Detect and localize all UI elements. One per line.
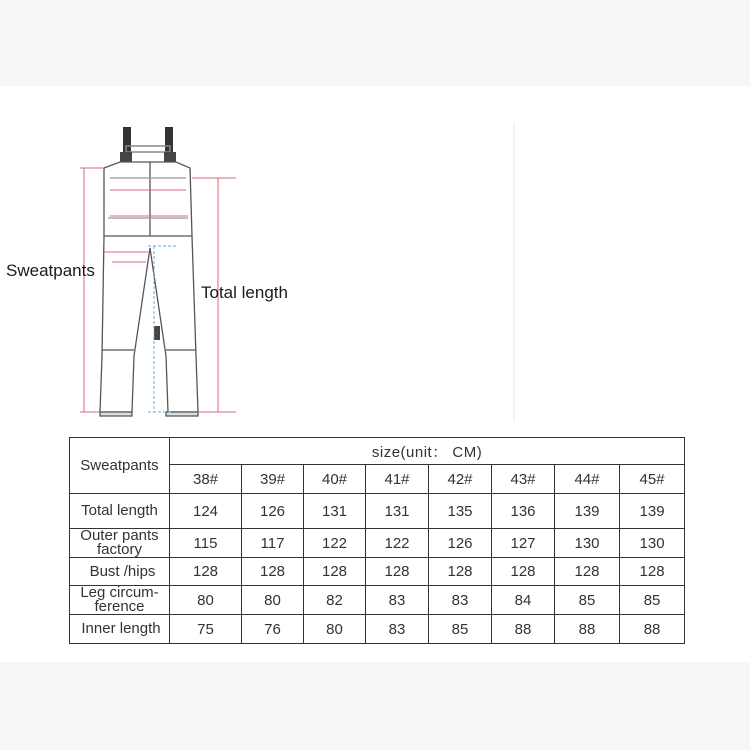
table-cell: 88	[492, 615, 555, 644]
row-label-line: Leg circum-	[80, 585, 159, 601]
row-label: Bust /hips	[70, 558, 170, 586]
table-cell: 128	[366, 558, 429, 586]
table-cell: 80	[170, 586, 242, 615]
size-cell: 43#	[492, 465, 555, 494]
table-cell: 122	[366, 529, 429, 558]
size-cell: 45#	[620, 465, 685, 494]
table-cell: 117	[242, 529, 304, 558]
table-cell: 135	[429, 494, 492, 529]
table-cell: 122	[304, 529, 366, 558]
table-cell: 82	[304, 586, 366, 615]
table-cell: 139	[555, 494, 620, 529]
row-label-line: ference	[94, 598, 145, 615]
table-row-outer-pants	[70, 529, 685, 558]
table-cell: 127	[492, 529, 555, 558]
size-chart-panel	[0, 86, 750, 662]
table-cell: 84	[492, 586, 555, 615]
wader-illustration	[0, 86, 750, 426]
suspender-straps	[120, 127, 176, 162]
row-label	[70, 586, 170, 615]
table-cell: 128	[620, 558, 685, 586]
table-cell: 88	[620, 615, 685, 644]
size-cell: 39#	[242, 465, 304, 494]
table-row-leg-circumference	[70, 586, 685, 615]
table-cell: 128	[242, 558, 304, 586]
size-cell: 42#	[429, 465, 492, 494]
table-cell: 115	[170, 529, 242, 558]
table-cell: 139	[620, 494, 685, 529]
table-cell: 128	[429, 558, 492, 586]
table-cell: 128	[555, 558, 620, 586]
table-cell: 80	[242, 586, 304, 615]
table-cell: 136	[492, 494, 555, 529]
size-cell: 44#	[555, 465, 620, 494]
total-length-label: Total length	[201, 283, 288, 302]
table-cell: 83	[366, 615, 429, 644]
table-cell: 128	[304, 558, 366, 586]
table-cell: 126	[429, 529, 492, 558]
table-cell: 75	[170, 615, 242, 644]
row-label-line: Outer pants	[80, 528, 159, 544]
table-header-row	[70, 438, 685, 465]
table-cell: 85	[429, 615, 492, 644]
table-row-total-length	[70, 494, 685, 529]
table-cell: 130	[555, 529, 620, 558]
table-cell: 126	[242, 494, 304, 529]
size-cell: 38#	[170, 465, 242, 494]
row-label: Total length	[70, 494, 170, 529]
table-cell: 128	[170, 558, 242, 586]
table-cell: 128	[492, 558, 555, 586]
table-cell: 130	[620, 529, 685, 558]
size-cell: 41#	[366, 465, 429, 494]
row-label	[70, 529, 170, 558]
size-table	[69, 437, 685, 644]
knee-clip	[154, 326, 160, 340]
table-cell: 88	[555, 615, 620, 644]
table-cell: 83	[366, 586, 429, 615]
corner-label: Sweatpants	[70, 438, 170, 494]
size-cell: 40#	[304, 465, 366, 494]
wader-body	[100, 162, 198, 416]
table-cell: 76	[242, 615, 304, 644]
table-cell: 83	[429, 586, 492, 615]
row-label: Inner length	[70, 615, 170, 644]
table-row-bust-hips	[70, 558, 685, 586]
unit-header: size(unit： CM)	[170, 438, 685, 465]
table-cell: 124	[170, 494, 242, 529]
table-cell: 85	[555, 586, 620, 615]
wader-drawing	[0, 86, 750, 426]
table-cell: 80	[304, 615, 366, 644]
row-label-line: factory	[96, 541, 142, 558]
table-row-inner-length	[70, 615, 685, 644]
table-cell: 131	[304, 494, 366, 529]
table-cell: 85	[620, 586, 685, 615]
table-cell: 131	[366, 494, 429, 529]
sweatpants-label: Sweatpants	[6, 261, 95, 280]
